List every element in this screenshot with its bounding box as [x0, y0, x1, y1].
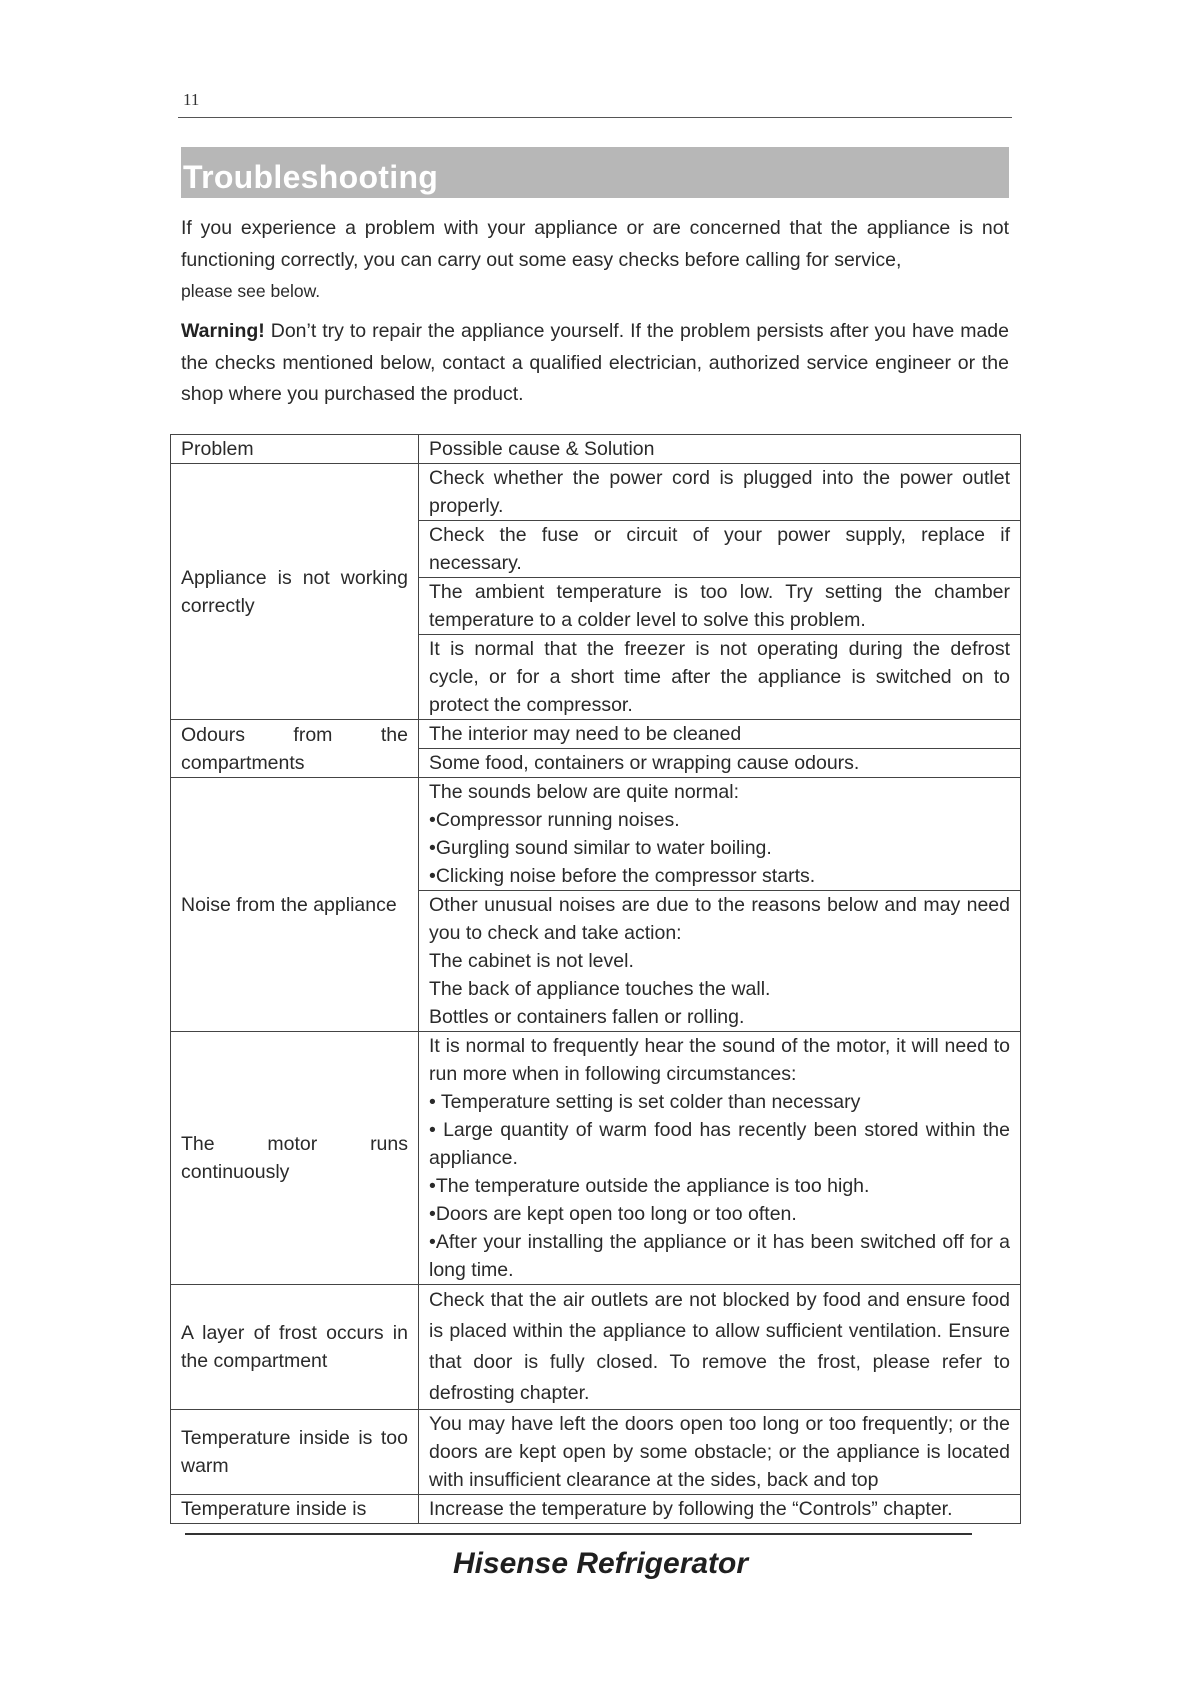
solution-cell	[419, 749, 1021, 778]
warning-paragraph	[181, 316, 1009, 411]
warning-text: Don’t try to repair the appliance yourself. If the problem persists after you have made the checks mentioned below, contact a qualified electrician, authorized service engineer or the shop where you purchased the product.	[181, 320, 1009, 405]
table-header-row	[171, 435, 1021, 464]
solution-line: •Compressor running noises.	[429, 809, 680, 831]
solution-cell	[419, 891, 1021, 1032]
solution-line: • Temperature setting is set colder than necessary	[429, 1091, 861, 1113]
solution-line: The back of appliance touches the wall.	[429, 978, 771, 1000]
solution-cell	[419, 635, 1021, 720]
solution-line: Some food, containers or wrapping cause odours.	[429, 752, 860, 774]
table-row	[171, 1495, 1021, 1524]
solution-cell	[419, 464, 1021, 521]
solution-cell	[419, 720, 1021, 749]
header-solution: Possible cause & Solution	[419, 435, 1021, 464]
table-row	[171, 464, 1021, 521]
solution-cell	[419, 1032, 1021, 1285]
solution-line: The sounds below are quite normal:	[429, 781, 740, 803]
solution-line: •Doors are kept open too long or too often.	[429, 1203, 797, 1225]
problem-cell: A layer of frost occurs in the compartment	[171, 1285, 419, 1410]
solution-line: It is normal to frequently hear the sound of the motor, it will need to run more when in following circumstances:	[429, 1035, 1010, 1085]
solution-cell	[419, 1495, 1021, 1524]
solution-line: Bottles or containers fallen or rolling.	[429, 1006, 745, 1028]
solution-line: •Gurgling sound similar to water boiling.	[429, 837, 772, 859]
table-row	[171, 1285, 1021, 1410]
page-number: 11	[183, 90, 200, 109]
page-title: Troubleshooting	[183, 159, 439, 195]
solution-line: Check that the air outlets are not blocked by food and ensure food is placed within the appliance to allow sufficient ventilation. Ensure that door is fully closed. To remove the frost, please refer to defrosting chapter.	[429, 1289, 1010, 1404]
problem-cell: Temperature inside is too warm	[171, 1410, 419, 1495]
solution-cell	[419, 578, 1021, 635]
solution-cell	[419, 1410, 1021, 1495]
solution-line: The cabinet is not level.	[429, 950, 634, 972]
solution-cell	[419, 1285, 1021, 1410]
problem-cell: The motor runs continuously	[171, 1032, 419, 1285]
solution-line: The interior may need to be cleaned	[429, 723, 742, 745]
title-bar	[181, 147, 1009, 198]
problem-cell: Noise from the appliance	[171, 778, 419, 1032]
solution-line: Check whether the power cord is plugged into the power outlet properly.	[429, 467, 1010, 517]
table-row	[171, 1032, 1021, 1285]
solution-line: Increase the temperature by following the “Controls” chapter.	[429, 1498, 953, 1520]
intro-paragraph	[181, 213, 1009, 308]
solution-line: Other unusual noises are due to the reasons below and may need you to check and take action:	[429, 894, 1010, 944]
table-row	[171, 720, 1021, 749]
solution-line: You may have left the doors open too long or too frequently; or the doors are kept open by some obstacle; or the appliance is located with insufficient clearance at the sides, back and top	[429, 1413, 1010, 1491]
solution-cell	[419, 521, 1021, 578]
warning-label: Warning!	[181, 320, 265, 342]
header-problem: Problem	[171, 435, 419, 464]
brand-logo: Hisense Refrigerator	[452, 1547, 749, 1580]
problem-cell: Odours from the compartments	[171, 720, 419, 778]
problem-cell: Temperature inside is	[171, 1495, 419, 1524]
solution-line: It is normal that the freezer is not operating during the defrost cycle, or for a short time after the appliance is switched on to protect the compressor.	[429, 638, 1010, 716]
top-rule	[178, 117, 1012, 118]
table-row	[171, 1410, 1021, 1495]
solution-line: •The temperature outside the appliance is too high.	[429, 1175, 870, 1197]
table-row	[171, 778, 1021, 891]
intro-tail: please see below.	[181, 281, 321, 301]
bottom-rule	[185, 1533, 972, 1535]
solution-line: The ambient temperature is too low. Try setting the chamber temperature to a colder level to solve this problem.	[429, 581, 1010, 631]
solution-line: •Clicking noise before the compressor starts.	[429, 865, 816, 887]
troubleshooting-table	[170, 434, 1021, 1524]
solution-cell	[419, 778, 1021, 891]
solution-line: Check the fuse or circuit of your power supply, replace if necessary.	[429, 524, 1010, 574]
solution-line: •After your installing the appliance or it has been switched off for a long time.	[429, 1231, 1010, 1281]
problem-cell: Appliance is not working correctly	[171, 464, 419, 720]
intro-text: If you experience a problem with your appliance or are concerned that the appliance is not functioning correctly, you can carry out some easy checks before calling for service,	[181, 217, 1009, 271]
solution-line: • Large quantity of warm food has recently been stored within the appliance.	[429, 1119, 1010, 1169]
